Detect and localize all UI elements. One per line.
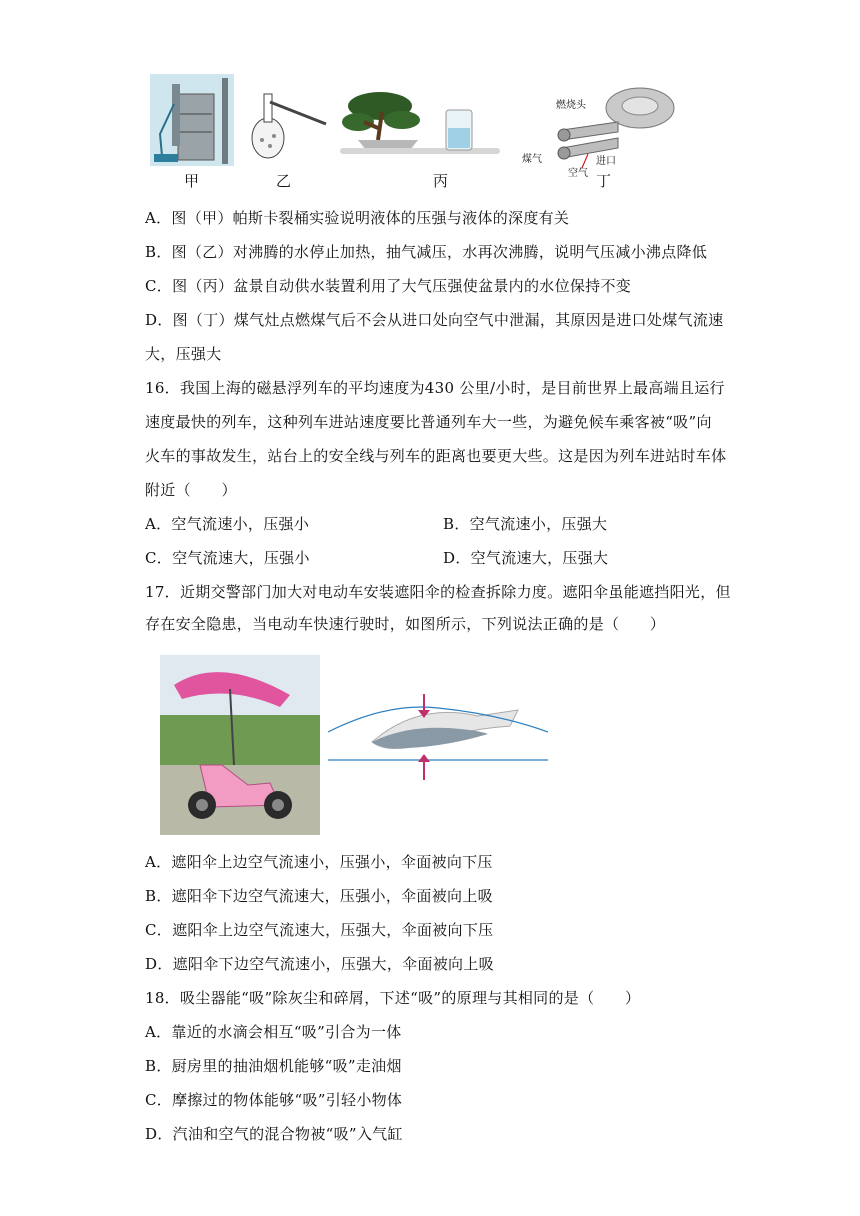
annotation-inlet: 进口 — [596, 156, 616, 167]
q15-option-b: B．图（乙）对沸腾的水停止加热，抽气减压，水再次沸腾，说明气压减小沸点降低 — [145, 243, 708, 261]
bonsai-figure — [338, 82, 504, 168]
q17-option-a: A．遮阳伞上边空气流速小，压强小，伞面被向下压 — [145, 853, 493, 871]
scooter-umbrella-photo — [160, 655, 320, 835]
q15-option-d-continued: 大，压强大 — [145, 345, 222, 363]
q16-stem-line-2: 速度最快的列车，这种列车进站速度要比普通列车大一些，为避免候车乘客被“吸”向 — [145, 413, 712, 431]
q17-stem-line-1: 17．近期交警部门加大对电动车安装遮阳伞的检查拆除力度。遮阳伞虽能遮挡阳光，但 — [145, 583, 731, 601]
annotation-burner-head: 燃烧头 — [556, 100, 586, 111]
annotation-gas: 煤气 — [522, 154, 542, 165]
q16-stem-line-4: 附近（ ） — [145, 481, 237, 499]
figure-label-jia: 甲 — [184, 172, 200, 190]
figure-label-bing: 丙 — [433, 172, 449, 190]
q17-option-d: D．遮阳伞下边空气流速小，压强大，伞面被向上吸 — [145, 955, 494, 973]
q18-option-b: B．厨房里的抽油烟机能够“吸”走油烟 — [145, 1057, 402, 1075]
q18-stem: 18．吸尘器能“吸”除灰尘和碎屑，下述“吸”的原理与其相同的是（ ） — [145, 989, 641, 1007]
q15-option-a: A．图（甲）帕斯卡裂桶实验说明液体的压强与液体的深度有关 — [145, 209, 570, 227]
q18-option-c: C．摩擦过的物体能够“吸”引轻小物体 — [145, 1091, 403, 1109]
q18-option-d: D．汽油和空气的混合物被“吸”入气缸 — [145, 1125, 403, 1143]
q17-option-b: B．遮阳伞下边空气流速大，压强小，伞面被向上吸 — [145, 887, 493, 905]
annotation-air: 空气 — [568, 168, 588, 179]
q16-option-b: B．空气流速小，压强大 — [443, 515, 608, 533]
q16-stem-line-3: 火车的事故发生，站台上的安全线与列车的距离也要更大些。这是因为列车进站时车体 — [145, 447, 727, 465]
q18-option-a: A．靠近的水滴会相互“吸”引合为一体 — [145, 1023, 402, 1041]
airflow-wing-diagram — [328, 690, 548, 790]
q16-option-d: D．空气流速大，压强大 — [443, 549, 609, 567]
q15-option-d: D．图（丁）煤气灶点燃煤气后不会从进口处向空气中泄漏，其原因是进口处煤气流速 — [145, 311, 724, 329]
q16-stem-line-1: 16．我国上海的磁悬浮列车的平均速度为430 公里/小时，是目前世界上最高端且运行 — [145, 379, 725, 397]
q17-stem-line-2: 存在安全隐患，当电动车快速行驶时，如图所示，下列说法正确的是（ ） — [145, 615, 666, 633]
q15-option-c: C．图（丙）盆景自动供水装置利用了大气压强使盆景内的水位保持不变 — [145, 277, 632, 295]
q16-option-a: A．空气流速小，压强小 — [145, 515, 310, 533]
figure-label-yi: 乙 — [276, 172, 292, 190]
q17-option-c: C．遮阳伞上边空气流速大，压强大，伞面被向下压 — [145, 921, 494, 939]
pascal-barrel-figure — [150, 74, 234, 166]
flask-figure — [248, 80, 332, 164]
figure-label-ding: 丁 — [596, 172, 612, 190]
q16-option-c: C．空气流速大，压强小 — [145, 549, 310, 567]
